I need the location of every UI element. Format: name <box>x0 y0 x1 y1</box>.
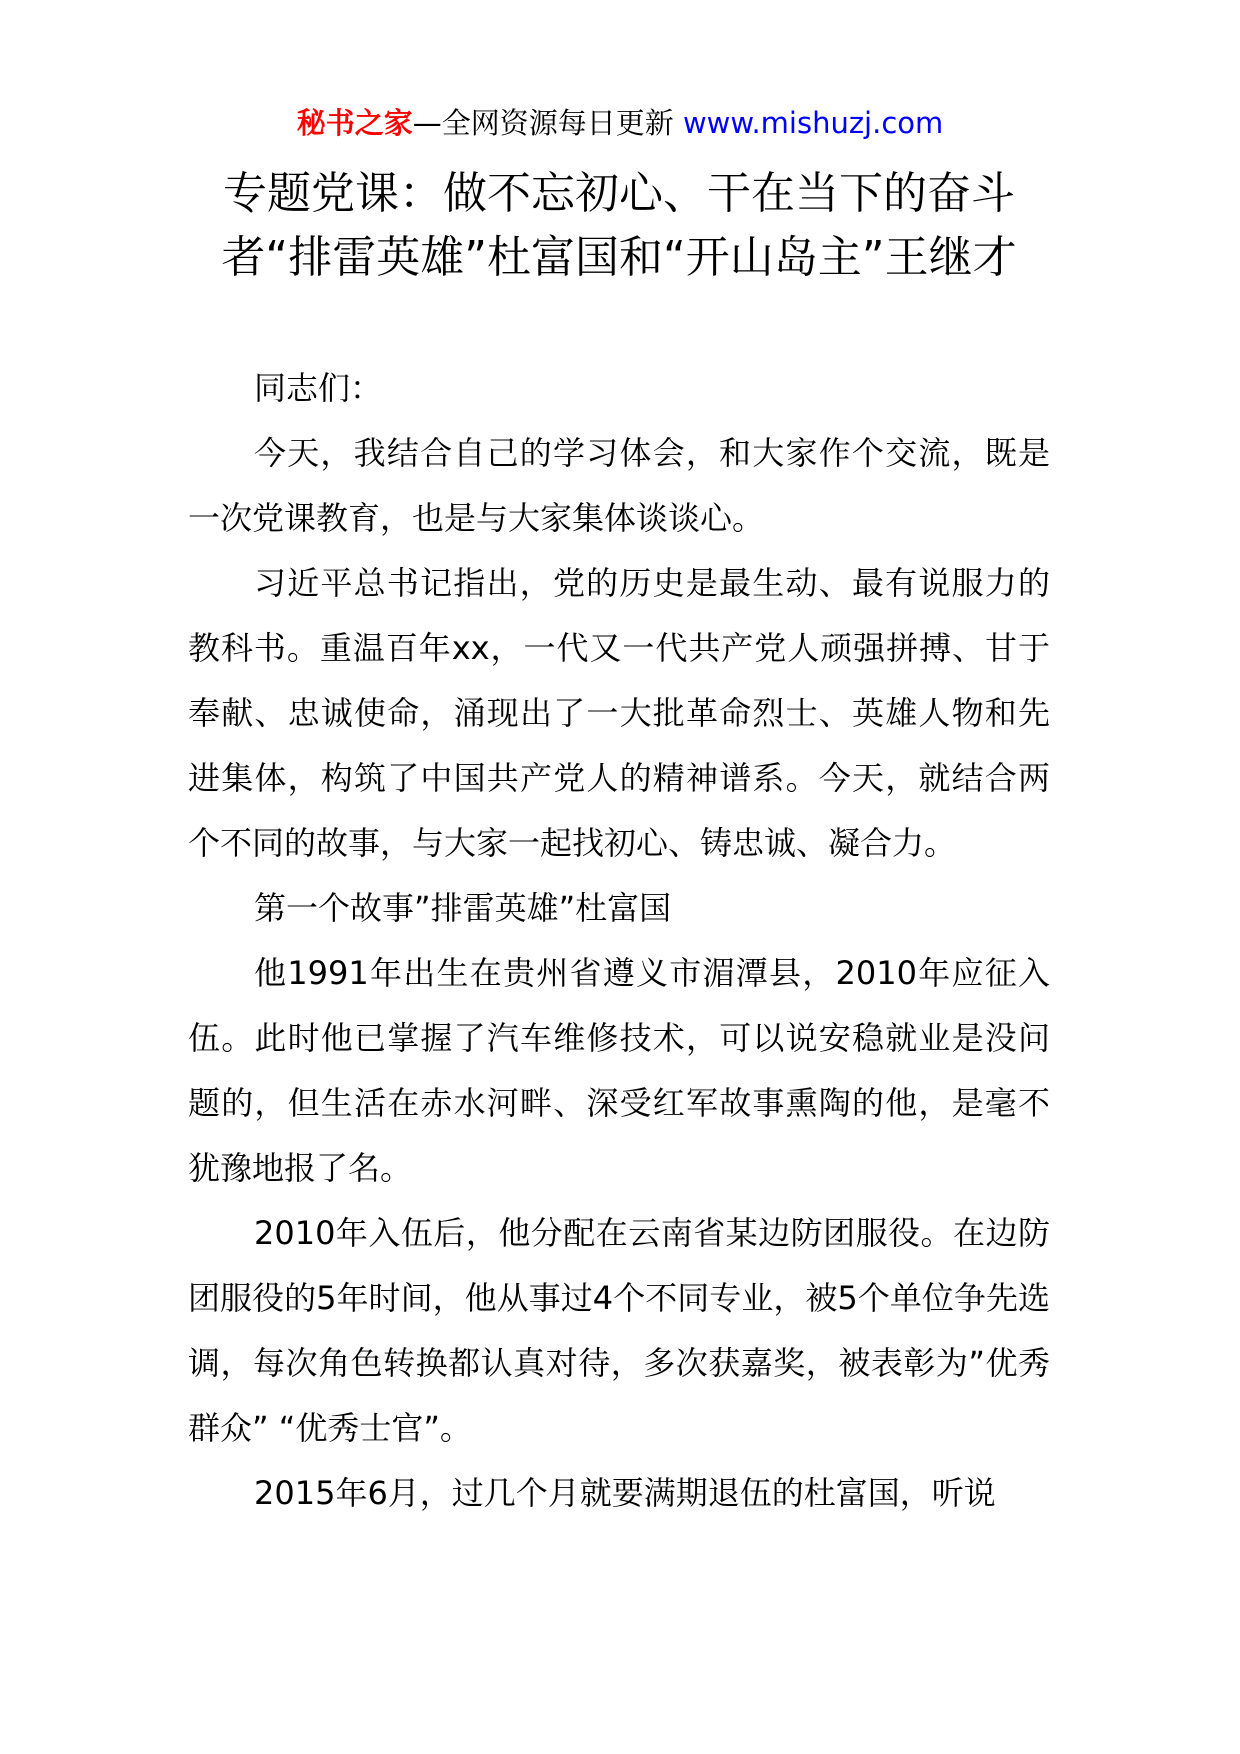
site-header <box>0 103 1240 143</box>
paragraph: 今天，我结合自己的学习体会，和大家作个交流，既是一次党课教育，也是与大家集体谈谈心。 <box>188 434 1050 537</box>
paragraph: 习近平总书记指出，党的历史是最生动、最有说服力的教科书。重温百年xx，一代又一代共产党人顽强拼搏、甘于奉献、忠诚使命，涌现出了一大批革命烈士、英雄人物和先进集体，构筑了中国共产党人的精神谱系。今天，就结合两个不同的故事，与大家一起找初心、铸忠诚、凝合力。 <box>188 564 1050 862</box>
paragraph: 他1991年出生在贵州省遵义市湄潭县，2010年应征入伍。此时他已掌握了汽车维修技术，可以说安稳就业是没问题的，但生活在赤水河畔、深受红军故事熏陶的他，是毫不犹豫地报了名。 <box>188 954 1050 1187</box>
header-tagline: —全网资源每日更新 <box>412 106 674 140</box>
site-url-link[interactable]: www.mishuzj.com <box>682 106 944 140</box>
paragraph: 2015年6月，过几个月就要满期退伍的杜富国，听说 <box>254 1474 996 1512</box>
section-heading: 第一个故事”排雷英雄”杜富国 <box>254 889 672 927</box>
paragraph-salutation: 同志们： <box>254 369 383 407</box>
brand-name: 秘书之家 <box>296 106 413 140</box>
paragraph: 2010年入伍后，他分配在云南省某边防团服役。在边防团服役的5年时间，他从事过4个不同专业，被5个单位争先选调，每次角色转换都认真对待，多次获嘉奖，被表彰为”优秀群众” “优秀士官”。 <box>188 1214 1050 1447</box>
document-title: 专题党课：做不忘初心、干在当下的奋斗者“排雷英雄”杜富国和“开山岛主”王继才 <box>221 168 1017 283</box>
document-body <box>188 356 1050 1526</box>
